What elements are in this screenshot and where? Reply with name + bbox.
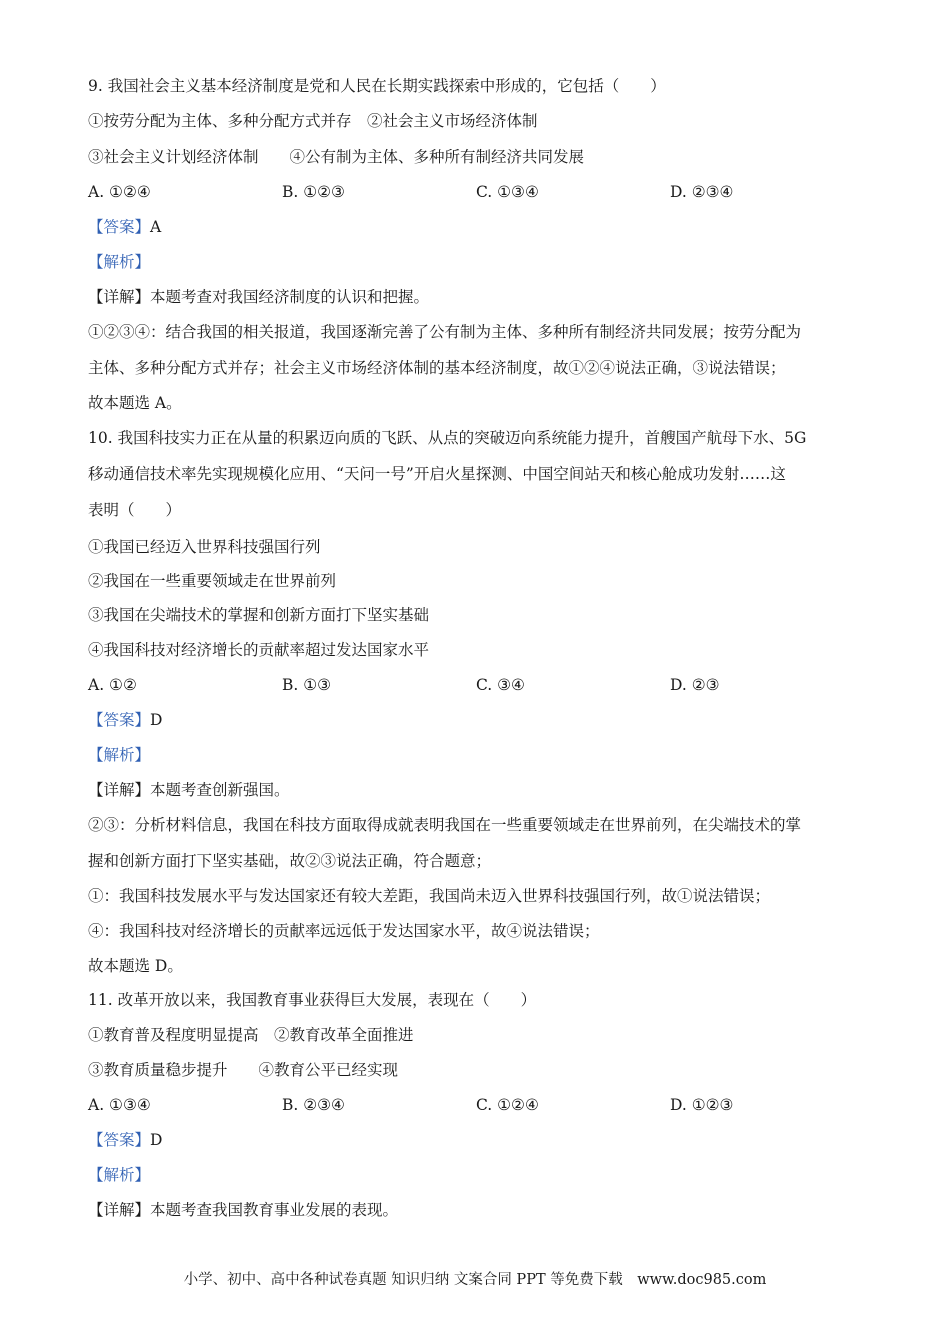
q10-item: ②我国在一些重要领域走在世界前列 xyxy=(88,572,337,590)
detail-text: 本题考查创新强国。 xyxy=(150,781,290,799)
q10-body-line: 故本题选 D。 xyxy=(88,957,183,975)
detail-text: 本题考查对我国经济制度的认识和把握。 xyxy=(150,288,430,306)
q11-option-a: A. ①③④ xyxy=(88,1096,151,1114)
q9-item-line: ①按劳分配为主体、多种分配方式并存 ②社会主义市场经济体制 xyxy=(88,112,538,130)
detail-text: 本题考查我国教育事业发展的表现。 xyxy=(150,1201,399,1219)
q9-option-a: A. ①②④ xyxy=(88,183,151,201)
q9-answer xyxy=(88,217,161,237)
q11-stem: 11. 改革开放以来，我国教育事业获得巨大发展，表现在（ ） xyxy=(88,991,537,1009)
q9-option-c: C. ①③④ xyxy=(476,183,539,201)
q10-option-b: B. ①③ xyxy=(282,676,332,694)
answer-value: D xyxy=(150,1131,163,1149)
q10-item: ③我国在尖端技术的掌握和创新方面打下坚实基础 xyxy=(88,606,430,624)
q10-stem-line: 移动通信技术率先实现规模化应用、“天问一号”开启火星探测、中国空间站天和核心舱成功发射……这 xyxy=(88,465,786,483)
q11-item-line: ③教育质量稳步提升 ④教育公平已经实现 xyxy=(88,1061,399,1079)
detail-tag: 【详解】 xyxy=(88,1201,151,1219)
q11-analysis-tag: 【解析】 xyxy=(88,1166,151,1184)
q9-option-b: B. ①②③ xyxy=(282,183,345,201)
q11-item-line: ①教育普及程度明显提高 ②教育改革全面推进 xyxy=(88,1026,414,1044)
q9-body-line: 主体、多种分配方式并存；社会主义市场经济体制的基本经济制度，故①②④说法正确，③说法错误； xyxy=(88,359,786,377)
answer-tag: 【答案】 xyxy=(88,1131,151,1149)
q10-detail xyxy=(88,780,290,800)
answer-tag: 【答案】 xyxy=(88,711,151,729)
q10-answer xyxy=(88,710,162,730)
answer-value: A xyxy=(150,218,162,236)
detail-tag: 【详解】 xyxy=(88,288,151,306)
q10-option-a: A. ①② xyxy=(88,676,137,694)
q10-body-line: 握和创新方面打下坚实基础，故②③说法正确，符合题意； xyxy=(88,852,492,870)
q11-option-b: B. ②③④ xyxy=(282,1096,345,1114)
q9-detail xyxy=(88,287,429,307)
answer-tag: 【答案】 xyxy=(88,218,151,236)
q10-stem-line: 10. 我国科技实力正在从量的积累迈向质的飞跃、从点的突破迈向系统能力提升，首艘国产航母下水、5G xyxy=(88,429,807,447)
q10-body-line: ②③：分析材料信息，我国在科技方面取得成就表明我国在一些重要领域走在世界前列，在尖端技术的掌 xyxy=(88,816,802,834)
q10-item: ④我国科技对经济增长的贡献率超过发达国家水平 xyxy=(88,641,430,659)
q9-analysis-tag: 【解析】 xyxy=(88,253,151,271)
q11-detail xyxy=(88,1200,398,1220)
page-footer: 小学、初中、高中各种试卷真题 知识归纳 文案合同 PPT 等免费下载 www.doc985.com xyxy=(183,1272,767,1288)
detail-tag: 【详解】 xyxy=(88,781,151,799)
answer-value: D xyxy=(150,711,163,729)
q11-answer xyxy=(88,1130,162,1150)
q10-body-line: ④：我国科技对经济增长的贡献率远远低于发达国家水平，故④说法错误； xyxy=(88,922,600,940)
q10-option-d: D. ②③ xyxy=(670,676,720,694)
q9-body-line: 故本题选 A。 xyxy=(88,394,182,412)
q10-option-c: C. ③④ xyxy=(476,676,525,694)
q9-body-line: ①②③④：结合我国的相关报道，我国逐渐完善了公有制为主体、多种所有制经济共同发展；按劳分配为 xyxy=(88,323,802,341)
q9-item-line: ③社会主义计划经济体制 ④公有制为主体、多种所有制经济共同发展 xyxy=(88,148,585,166)
q9-stem: 9. 我国社会主义基本经济制度是党和人民在长期实践探索中形成的，它包括（ ） xyxy=(88,77,666,95)
q10-body-line: ①：我国科技发展水平与发达国家还有较大差距，我国尚未迈入世界科技强国行列，故①说法错误； xyxy=(88,887,771,905)
q11-option-d: D. ①②③ xyxy=(670,1096,734,1114)
q10-analysis-tag: 【解析】 xyxy=(88,746,151,764)
q9-option-d: D. ②③④ xyxy=(670,183,734,201)
q11-option-c: C. ①②④ xyxy=(476,1096,539,1114)
q10-item: ①我国已经迈入世界科技强国行列 xyxy=(88,538,321,556)
q10-stem-line: 表明（ ） xyxy=(88,501,182,519)
